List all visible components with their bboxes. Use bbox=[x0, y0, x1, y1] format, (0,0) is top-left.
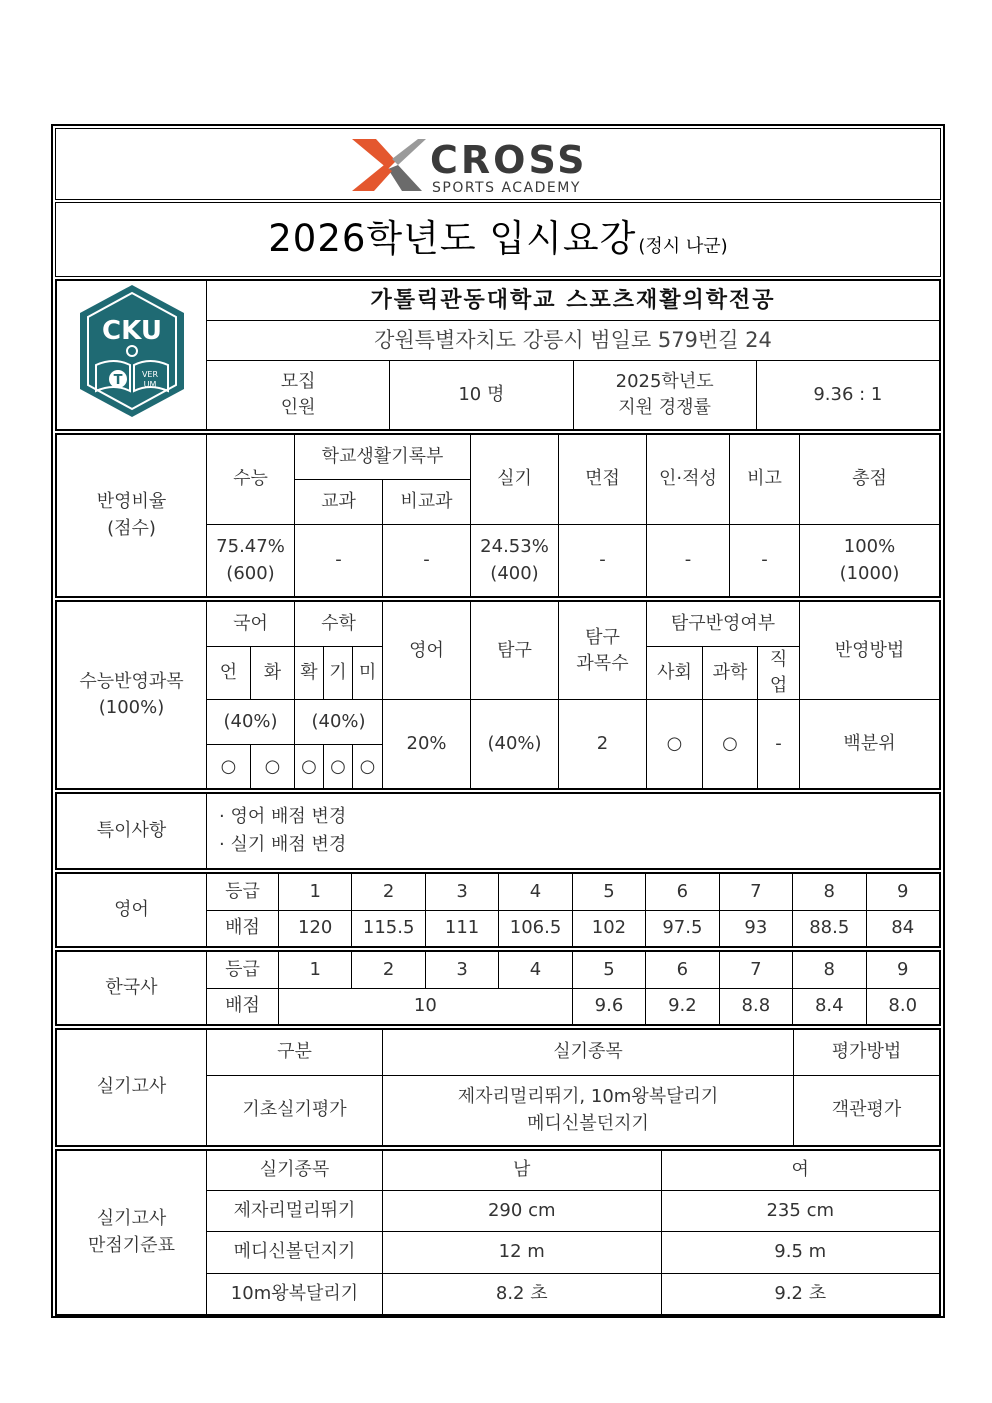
english-grade-label: 등급 bbox=[207, 874, 279, 911]
perfect-female: 9.5 m bbox=[661, 1232, 940, 1273]
grade-cell: 7 bbox=[719, 874, 792, 911]
csat-h-inq-reflect: 탐구반영여부 bbox=[647, 602, 800, 647]
svg-text:VER: VER bbox=[141, 370, 158, 379]
csat-k2: 화 bbox=[251, 647, 295, 700]
grade-cell: 6 bbox=[646, 952, 719, 989]
score-cell: 8.8 bbox=[719, 988, 792, 1025]
score-cell: 8.4 bbox=[793, 988, 866, 1025]
grade-cell: 3 bbox=[425, 952, 498, 989]
score-cell: 115.5 bbox=[352, 910, 425, 947]
csat-sci: 과학 bbox=[703, 647, 758, 700]
grade-cell: 2 bbox=[352, 952, 425, 989]
cku-logo-text: CKU bbox=[101, 316, 162, 346]
grade-cell: 6 bbox=[646, 874, 719, 911]
perfect-event: 제자리멀리뛰기 bbox=[207, 1191, 383, 1232]
practical-h-type: 구분 bbox=[207, 1030, 383, 1076]
grade-cell: 4 bbox=[499, 874, 572, 911]
title-block bbox=[55, 202, 941, 277]
practical-label: 실기고사 bbox=[57, 1030, 207, 1146]
university-name: 가톨릭관동대학교 스포츠재활의학전공 bbox=[207, 281, 940, 321]
grade-cell: 5 bbox=[572, 952, 645, 989]
csat-k1: 언 bbox=[207, 647, 251, 700]
ratio-h-etc: 비고 bbox=[730, 435, 800, 525]
english-label: 영어 bbox=[57, 874, 207, 947]
perfect-male: 12 m bbox=[383, 1232, 662, 1273]
score-cell: 84 bbox=[866, 910, 940, 947]
cku-logo-cell bbox=[57, 281, 207, 430]
score-cell: 88.5 bbox=[793, 910, 866, 947]
cross-x-icon bbox=[348, 131, 648, 197]
admission-sheet bbox=[51, 124, 945, 1318]
csat-h-method: 반영방법 bbox=[800, 602, 940, 700]
csat-v-k1: ○ bbox=[207, 745, 251, 789]
csat-soc: 사회 bbox=[647, 647, 703, 700]
practical-h-eval: 평가방법 bbox=[794, 1030, 940, 1076]
score-cell: 111 bbox=[425, 910, 498, 947]
csat-h-math: 수학 bbox=[295, 602, 383, 647]
history-grade-label: 등급 bbox=[207, 952, 279, 989]
ratio-h-interview: 면접 bbox=[559, 435, 647, 525]
ratio-v-nonsubject: - bbox=[383, 525, 471, 597]
ratio-row-label: 반영비율 (점수) bbox=[57, 435, 207, 597]
score-cell: 8.0 bbox=[866, 988, 940, 1025]
grade-cell: 1 bbox=[279, 874, 352, 911]
english-score-label: 배점 bbox=[207, 910, 279, 947]
ratio-v-subject: - bbox=[295, 525, 383, 597]
history-block bbox=[55, 950, 941, 1026]
perfect-label: 실기고사 만점기준표 bbox=[57, 1151, 207, 1315]
csat-m3: 미 bbox=[353, 647, 383, 700]
ratio-v-total: 100% (1000) bbox=[800, 525, 940, 597]
perfect-h-event: 실기종목 bbox=[207, 1151, 383, 1191]
note-line: · 실기 배점 변경 bbox=[219, 834, 347, 855]
ratio-v-character: - bbox=[647, 525, 730, 597]
csat-v-m1: ○ bbox=[295, 745, 324, 789]
csat-m2: 기 bbox=[324, 647, 353, 700]
score-cell: 93 bbox=[719, 910, 792, 947]
ratio-h-suneung: 수능 bbox=[207, 435, 295, 525]
perfect-male: 8.2 초 bbox=[383, 1273, 662, 1314]
practical-type: 기초실기평가 bbox=[207, 1076, 383, 1146]
perfect-female: 235 cm bbox=[661, 1191, 940, 1232]
csat-h-korean: 국어 bbox=[207, 602, 295, 647]
csat-h-inquiry: 탐구 bbox=[471, 602, 559, 700]
notes-label: 특이사항 bbox=[57, 794, 207, 869]
english-block bbox=[55, 872, 941, 948]
grade-cell: 8 bbox=[793, 952, 866, 989]
csat-v-inquiry: (40%) bbox=[471, 700, 559, 789]
ratio-h-character: 인·적성 bbox=[647, 435, 730, 525]
recruit-label: 모집 인원 bbox=[207, 361, 390, 430]
ratio-h-practical: 실기 bbox=[471, 435, 559, 525]
ratio-v-practical: 24.53% (400) bbox=[471, 525, 559, 597]
brand-tagline: SPORTS ACADEMY bbox=[432, 180, 581, 196]
practical-eval: 객관평가 bbox=[794, 1076, 940, 1146]
university-address: 강원특별자치도 강릉시 범일로 579번길 24 bbox=[207, 321, 940, 361]
ratio-h-nonsubject: 비교과 bbox=[383, 480, 471, 525]
csat-m1: 확 bbox=[295, 647, 324, 700]
csat-block bbox=[55, 600, 941, 790]
grade-cell: 9 bbox=[866, 874, 940, 911]
score-cell: 9.6 bbox=[572, 988, 645, 1025]
perfect-female: 9.2 초 bbox=[661, 1273, 940, 1314]
practical-events: 제자리멀리뛰기, 10m왕복달리기 메디신볼던지기 bbox=[383, 1076, 794, 1146]
grade-cell: 5 bbox=[572, 874, 645, 911]
perfect-block bbox=[55, 1149, 941, 1316]
ratio-v-interview: - bbox=[559, 525, 647, 597]
perfect-h-female: 여 bbox=[661, 1151, 940, 1191]
csat-v-job: - bbox=[758, 700, 800, 789]
score-cell: 9.2 bbox=[646, 988, 719, 1025]
page-subtitle: (정시 나군) bbox=[638, 236, 728, 257]
grade-cell: 7 bbox=[719, 952, 792, 989]
grade-cell: 8 bbox=[793, 874, 866, 911]
ratio-v-etc: - bbox=[730, 525, 800, 597]
csat-h-inq-count: 탐구 과목수 bbox=[559, 602, 647, 700]
page-title: 2026학년도 입시요강 bbox=[268, 217, 637, 260]
grade-cell: 3 bbox=[425, 874, 498, 911]
university-block bbox=[55, 279, 941, 431]
svg-text:T: T bbox=[113, 373, 122, 388]
csat-v-method: 백분위 bbox=[800, 700, 940, 789]
ratio-h-subject: 교과 bbox=[295, 480, 383, 525]
ratio-v-suneung: 75.47% (600) bbox=[207, 525, 295, 597]
csat-v-m3: ○ bbox=[353, 745, 383, 789]
note-line: · 영어 배점 변경 bbox=[219, 806, 347, 828]
score-cell: 97.5 bbox=[646, 910, 719, 947]
history-label: 한국사 bbox=[57, 952, 207, 1025]
brand-header bbox=[55, 128, 941, 200]
cku-logo-icon bbox=[72, 281, 192, 421]
perfect-h-male: 남 bbox=[383, 1151, 662, 1191]
csat-v-english: 20% bbox=[383, 700, 471, 789]
grade-cell: 2 bbox=[352, 874, 425, 911]
svg-text:UM: UM bbox=[143, 380, 156, 389]
csat-h-english: 영어 bbox=[383, 602, 471, 700]
csat-v-inq-count: 2 bbox=[559, 700, 647, 789]
perfect-event: 메디신볼던지기 bbox=[207, 1232, 383, 1273]
score-cell: 102 bbox=[572, 910, 645, 947]
cross-logo bbox=[56, 129, 940, 199]
practical-h-events: 실기종목 bbox=[383, 1030, 794, 1076]
score-cell: 10 bbox=[279, 988, 573, 1025]
ratio-block bbox=[55, 433, 941, 598]
csat-v-sci: ○ bbox=[703, 700, 758, 789]
competition-value: 9.36 : 1 bbox=[756, 361, 939, 430]
csat-v-k2: ○ bbox=[251, 745, 295, 789]
perfect-event: 10m왕복달리기 bbox=[207, 1273, 383, 1314]
brand-name: CROSS bbox=[430, 138, 588, 182]
csat-v-m2: ○ bbox=[324, 745, 353, 789]
competition-label: 2025학년도 지원 경쟁률 bbox=[573, 361, 756, 430]
score-cell: 106.5 bbox=[499, 910, 572, 947]
csat-job: 직 업 bbox=[758, 647, 800, 700]
grade-cell: 1 bbox=[279, 952, 352, 989]
grade-cell: 9 bbox=[866, 952, 940, 989]
notes-content bbox=[207, 794, 940, 869]
grade-cell: 4 bbox=[499, 952, 572, 989]
score-cell: 120 bbox=[279, 910, 352, 947]
history-score-label: 배점 bbox=[207, 988, 279, 1025]
ratio-h-total: 총점 bbox=[800, 435, 940, 525]
ratio-h-school: 학교생활기록부 bbox=[295, 435, 471, 480]
csat-v-korean: (40%) bbox=[207, 700, 295, 745]
csat-v-soc: ○ bbox=[647, 700, 703, 789]
notes-block bbox=[55, 792, 941, 870]
csat-v-math: (40%) bbox=[295, 700, 383, 745]
perfect-male: 290 cm bbox=[383, 1191, 662, 1232]
recruit-count: 10 명 bbox=[390, 361, 573, 430]
csat-row-label: 수능반영과목 (100%) bbox=[57, 602, 207, 789]
practical-block bbox=[55, 1028, 941, 1147]
